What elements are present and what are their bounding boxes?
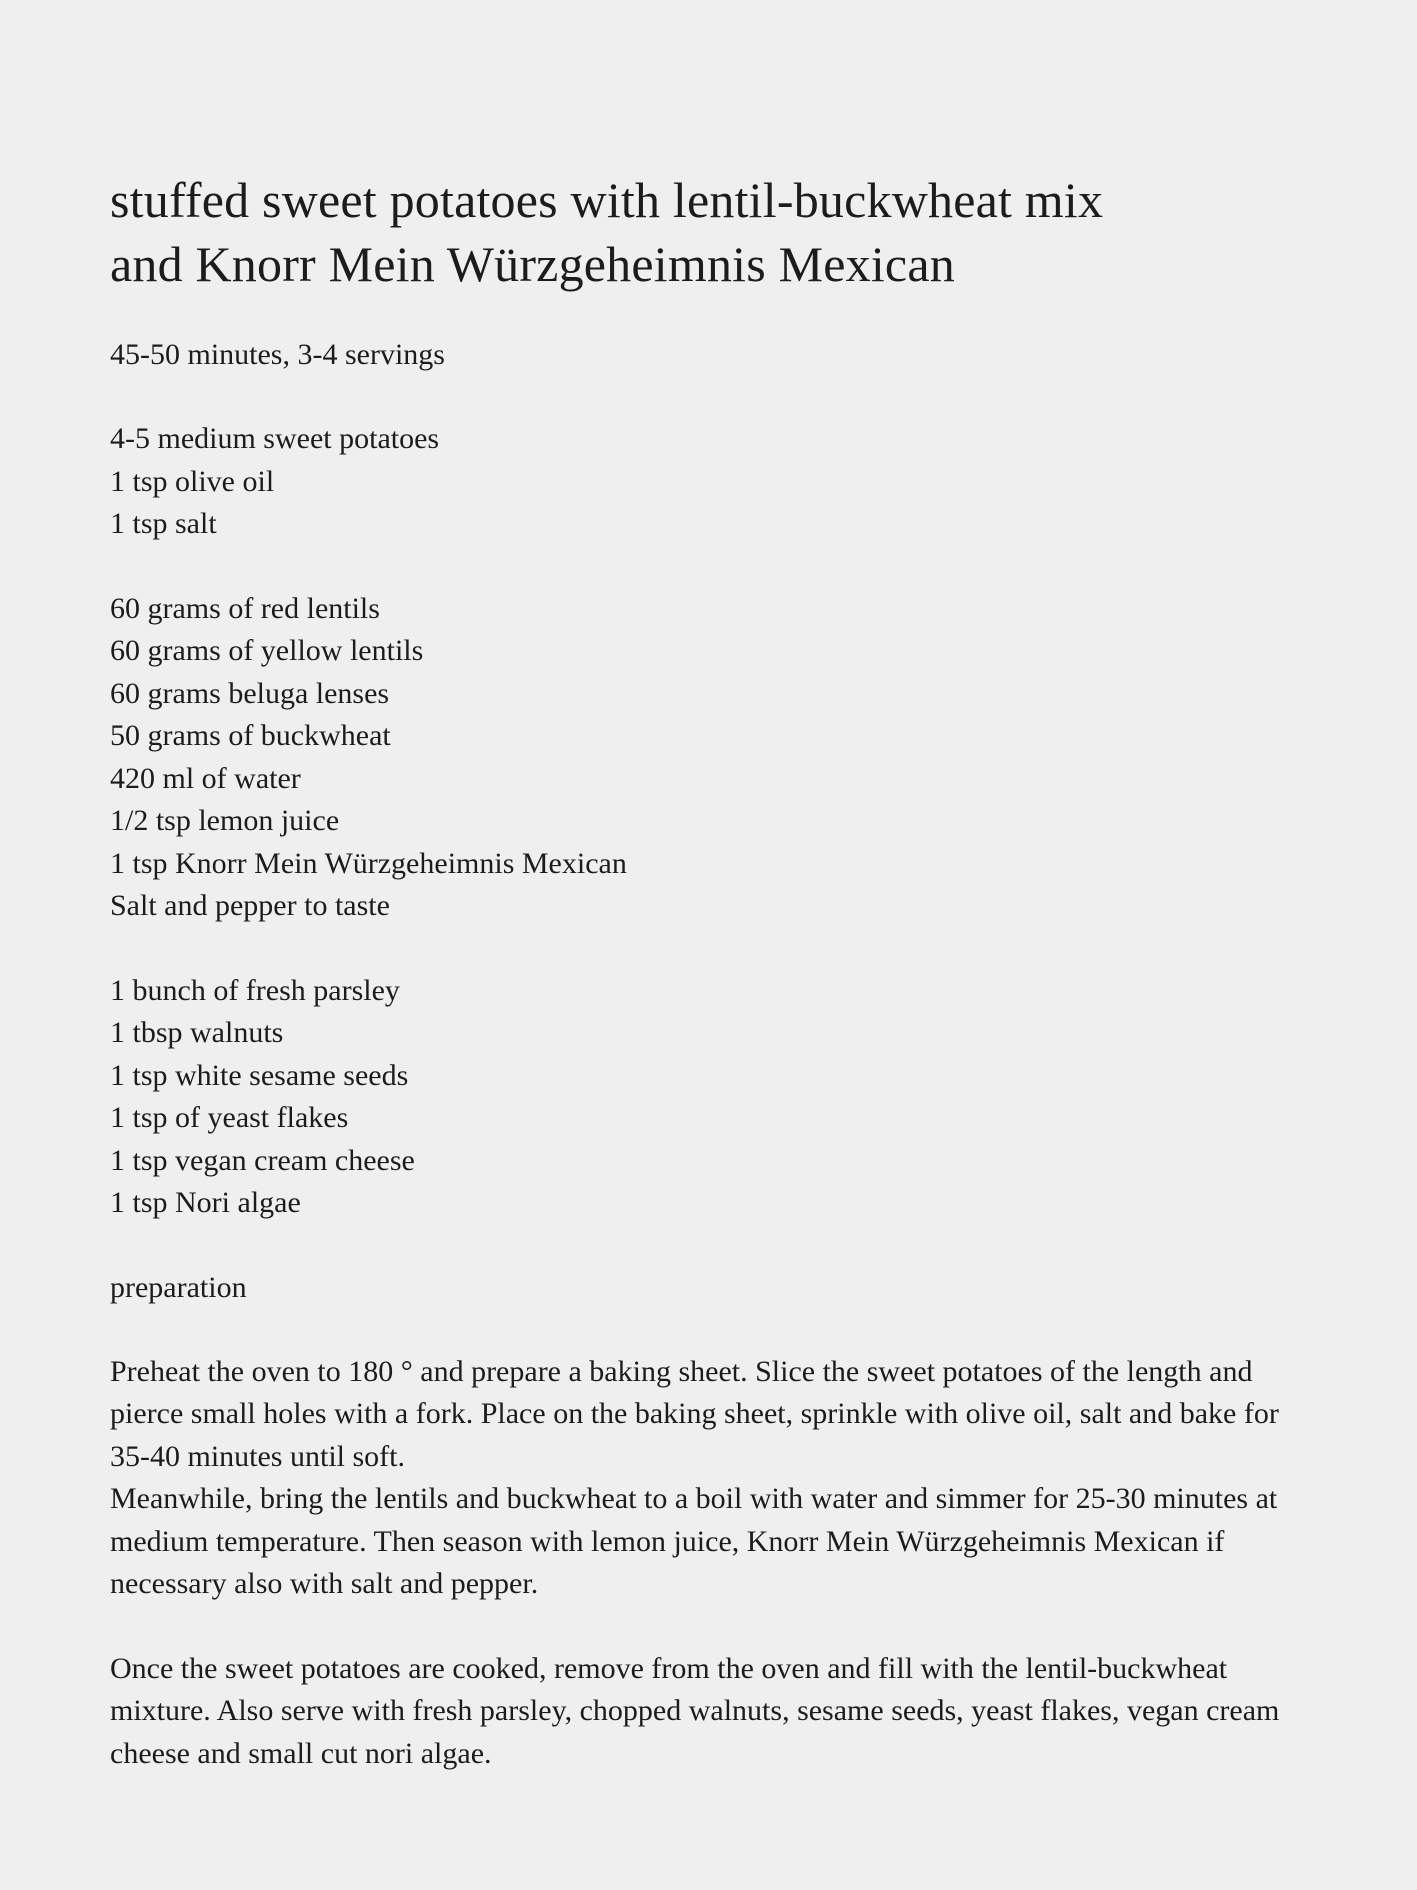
ingredient-item: 1 tbsp walnuts: [110, 1016, 284, 1049]
preparation-paragraph: Once the sweet potatoes are cooked, remove from the oven and fill with the lentil-buckwheat mixture. Also serve with fresh parsley, chopped walnuts, sesame seeds, yeast flakes, vegan cream cheese and small cut nori algae.: [110, 1651, 1280, 1770]
ingredient-item: 1 tsp vegan cream cheese: [110, 1143, 415, 1177]
ingredient-item: 420 ml of water: [110, 761, 301, 795]
preparation-steps-2: [110, 1648, 1325, 1776]
ingredient-item: 1 tsp white sesame seeds: [110, 1058, 409, 1092]
ingredient-item: 1/2 tsp lemon juice: [110, 804, 340, 837]
recipe-meta: 45-50 minutes, 3-4 servings: [110, 338, 445, 371]
ingredient-item: 50 grams of buckwheat: [110, 719, 391, 752]
ingredient-item: 60 grams of red lentils: [110, 591, 380, 625]
preparation-steps-1: [110, 1351, 1325, 1606]
ingredient-item: 1 tsp salt: [110, 507, 217, 540]
ingredient-group-base: [110, 418, 1317, 546]
ingredient-item: 1 tsp olive oil: [110, 464, 275, 498]
ingredient-item: 1 bunch of fresh parsley: [110, 973, 400, 1007]
recipe-title: [110, 168, 1310, 296]
ingredient-item: 4-5 medium sweet potatoes: [110, 422, 440, 455]
ingredient-item: 1 tsp Knorr Mein Würzgeheimnis Mexican: [110, 846, 627, 880]
ingredient-item: Salt and pepper to taste: [110, 889, 390, 922]
preparation-heading: preparation: [110, 1270, 247, 1304]
ingredient-item: 60 grams beluga lenses: [110, 676, 390, 710]
ingredient-item: 60 grams of yellow lentils: [110, 634, 424, 667]
recipe-title-line-1: stuffed sweet potatoes with lentil-buckwheat mix: [110, 172, 1104, 228]
ingredient-group-filling: [110, 588, 1317, 928]
ingredient-item: 1 tsp Nori algae: [110, 1186, 301, 1219]
recipe-title-line-2: and Knorr Mein Würzgeheimnis Mexican: [110, 236, 955, 292]
ingredient-item: 1 tsp of yeast flakes: [110, 1101, 349, 1134]
preparation-paragraph: Preheat the oven to 180 ° and prepare a baking sheet. Slice the sweet potatoes of the length and pierce small holes with a fork. Place on the baking sheet, sprinkle with olive oil, salt and bake for 35-40 minutes until soft.: [110, 1354, 1279, 1473]
ingredient-group-topping: [110, 970, 1317, 1225]
preparation-paragraph: Meanwhile, bring the lentils and buckwheat to a boil with water and simmer for 25-30 minutes at medium temperature. Then season with lemon juice, Knorr Mein Würzgeheimnis Mexican if necessary also with salt and pepper.: [110, 1482, 1278, 1600]
